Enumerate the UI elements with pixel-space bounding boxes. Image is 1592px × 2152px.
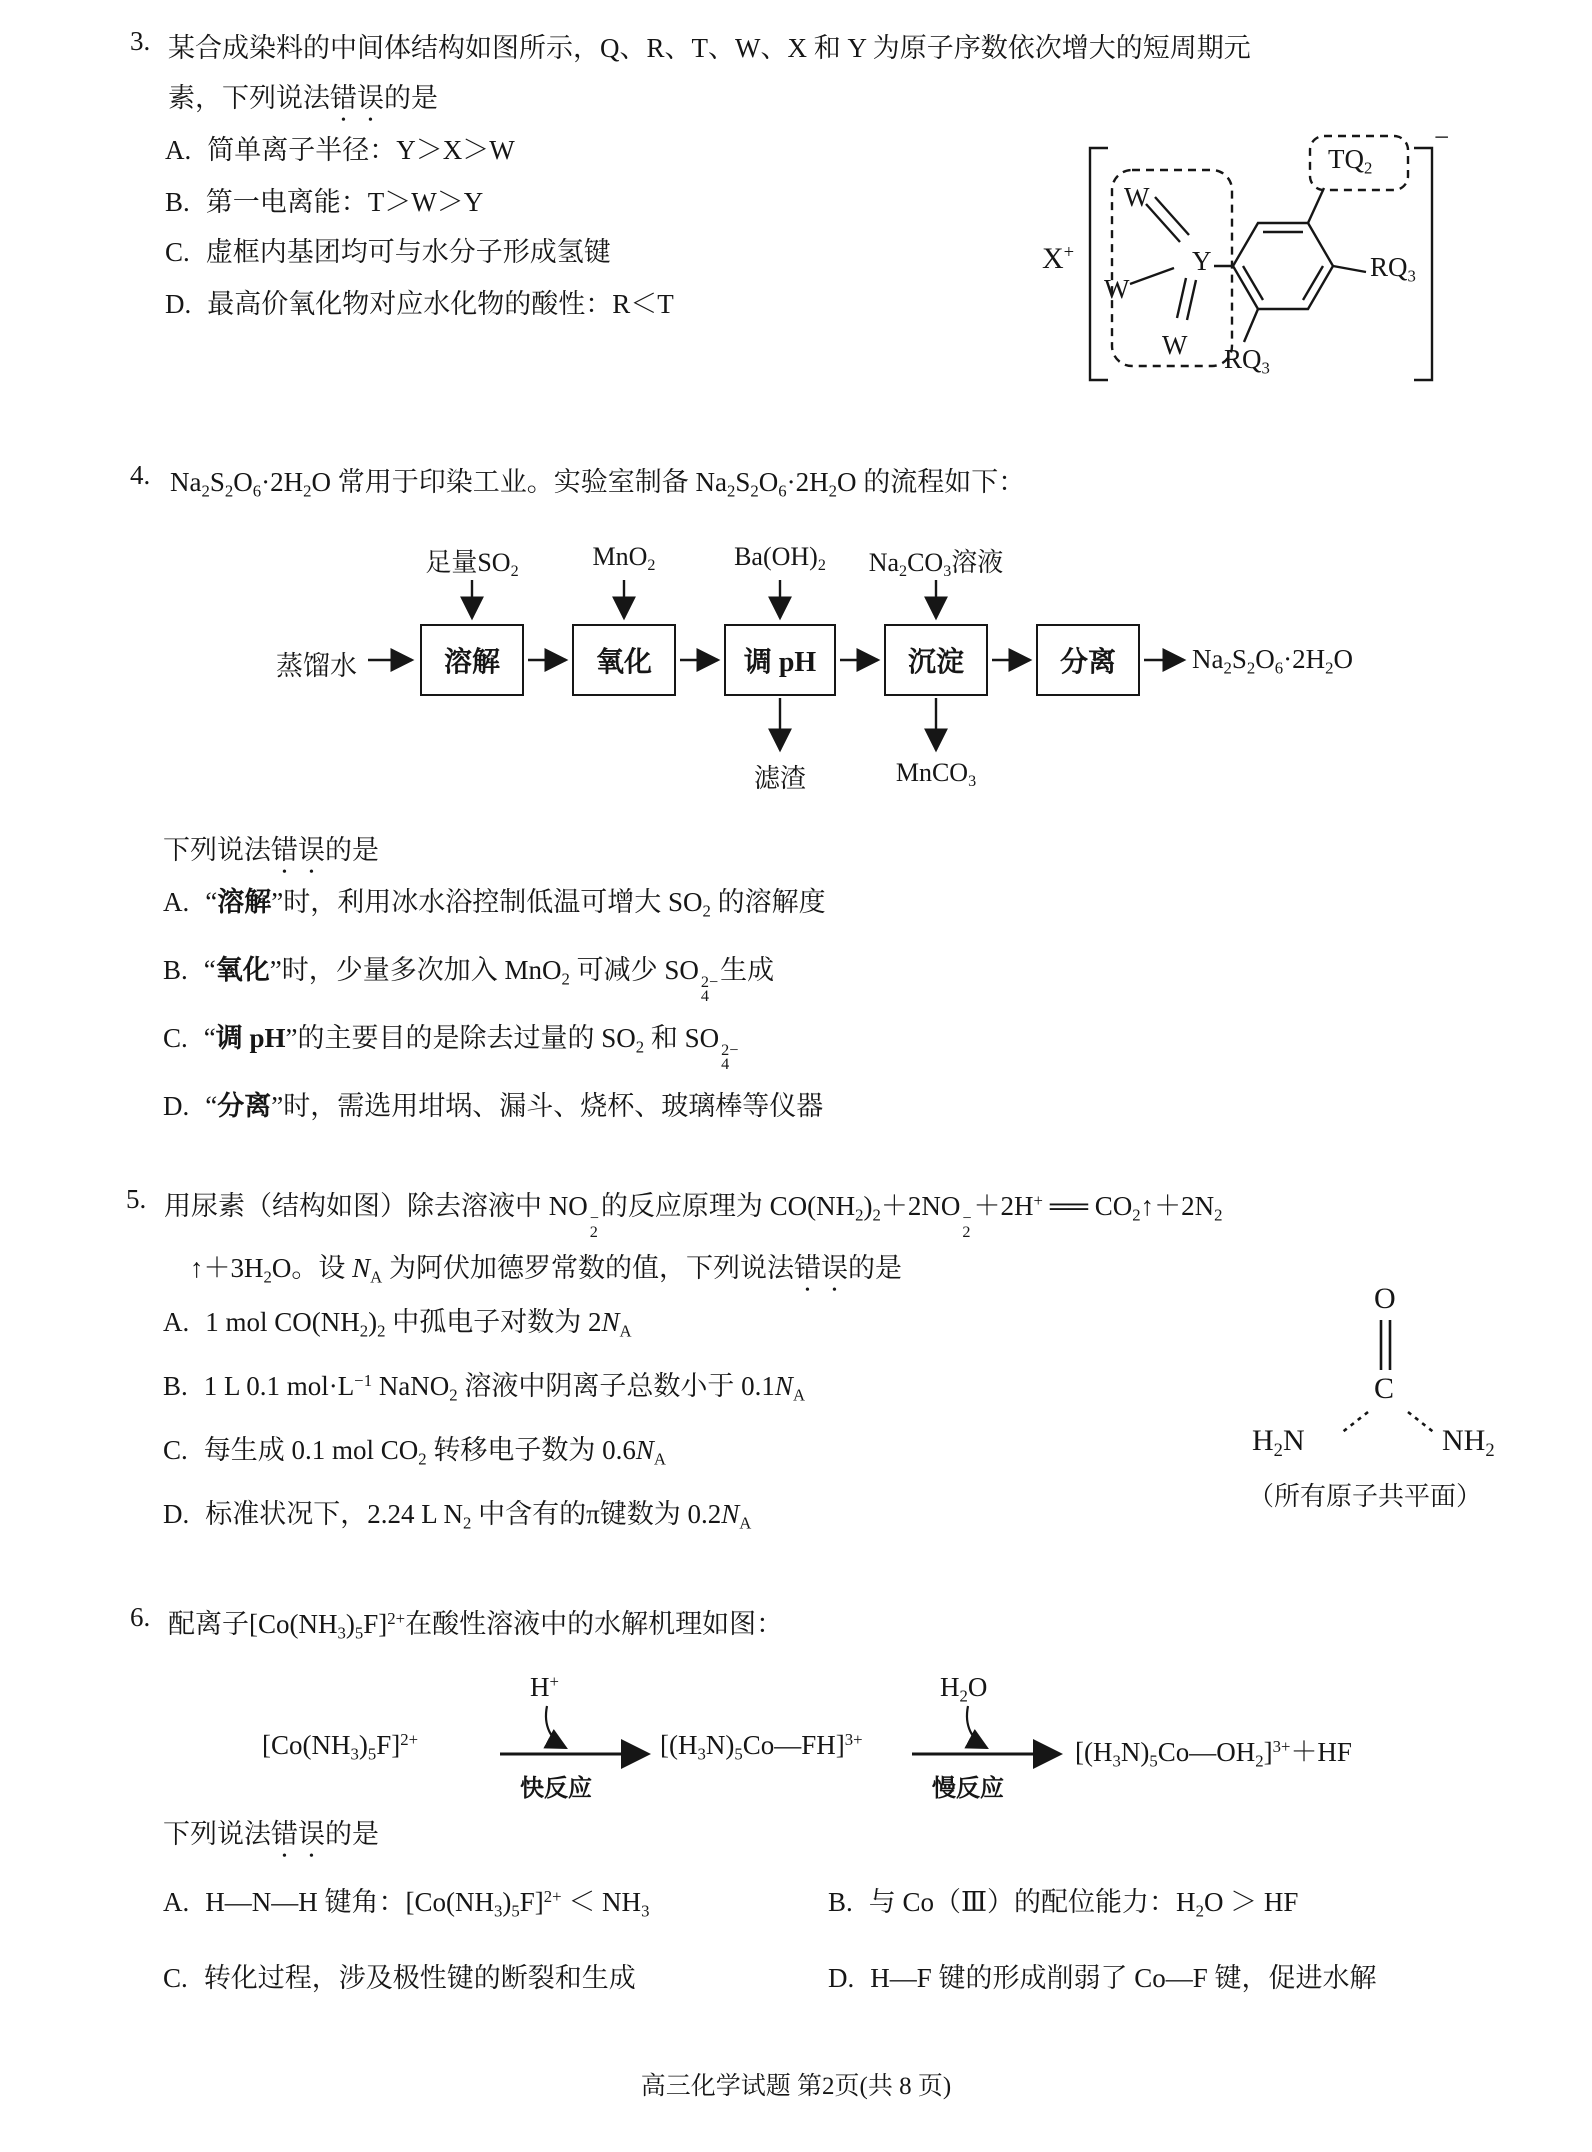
option-label: B. <box>163 955 188 985</box>
page-footer: 高三化学试题 第2页(共 8 页) <box>640 2073 952 2100</box>
q3-stem-line2: 素，下列说法错误的是 <box>168 83 438 113</box>
right-bracket <box>1414 148 1432 380</box>
mech-fast-label: 快反应 <box>520 1776 592 1802</box>
option-label: A. <box>163 1887 190 1917</box>
option-text: 转化过程，涉及极性键的断裂和生成 <box>203 1963 636 1993</box>
cation-label: X+ <box>1042 242 1075 276</box>
bond-ring-tq2 <box>1308 188 1324 223</box>
option-label: A. <box>165 135 192 165</box>
option-text: “调 pH”的主要目的是除去过量的 $SO_2$ 和 SO 2− 4 <box>203 1023 739 1073</box>
q3-structure-canvas <box>1028 96 1528 401</box>
option-text: H—N—H 键角：$[Co(NH_3)_5F]^{2+} < NH_3$ <box>205 1886 650 1921</box>
mech-species1: $[Co(NH_3)_5F]^{2+}$ <box>262 1730 419 1764</box>
q4-option-c <box>163 1016 740 1072</box>
q5-option-d <box>163 1492 751 1533</box>
flow-output-mnco3: MnCO$_3$ <box>895 758 977 791</box>
q4-stem: $Na_2S_2O_6\cdot 2H_2O$ 常用于印染工业。实验室制备 $Na_2S_2O_6\cdot 2H_2O$ 的流程如下： <box>170 467 1026 501</box>
option-text: “分离”时，需选用坩埚、漏斗、烧杯、玻璃棒等仪器 <box>205 1091 824 1121</box>
q3-number: 3. <box>130 26 151 56</box>
option-label: B. <box>828 1887 853 1917</box>
option-text: 每生成 0.1 mol $CO_2$ 转移电子数为 $0.6N_A$ <box>203 1435 667 1469</box>
q4-flowchart <box>0 528 1592 828</box>
bond-w2-y <box>1130 268 1174 284</box>
q6-mechanism <box>0 1668 1592 1828</box>
bond-w3-y <box>1187 280 1196 320</box>
q3-structure-diagram <box>1028 96 1528 401</box>
flow-input-na2co3: $Na_2CO_3$溶液 <box>868 548 1004 581</box>
urea-c: C <box>1374 1372 1395 1405</box>
option-label: A. <box>163 887 190 917</box>
q6-stem: 配离子$[Co(NH_3)_5F]^{2+}$在酸性溶液中的水解机理如图： <box>168 1608 784 1643</box>
mech-slow-label: 慢反应 <box>932 1776 1004 1802</box>
group-rq3-bottom: $RQ_3$ <box>1224 344 1270 378</box>
atom-w3: W <box>1162 330 1188 360</box>
atom-w1: W <box>1124 182 1150 212</box>
left-bracket <box>1090 148 1108 380</box>
cn-bond-right <box>1408 1412 1436 1434</box>
q4-option-a <box>163 880 826 921</box>
q5-number: 5. <box>126 1184 147 1214</box>
q5-option-a <box>163 1300 632 1341</box>
q3-option-c <box>165 230 611 269</box>
q5-stem-line1: 用尿素（结构如图）除去溶液中 NO − 2 的反应原理为 $CO(NH_2)_2+2NO$ − 2 ＋2H+ ══ $CO_2↑+2N_2$ <box>164 1190 1223 1241</box>
q6-number: 6. <box>130 1602 151 1632</box>
option-text: 最高价氧化物对应水化物的酸性：R＜T <box>207 289 674 319</box>
q6-option-b <box>828 1880 1298 1921</box>
flow-output-residue: 滤渣 <box>753 764 807 793</box>
option-text: 第一电离能：T＞W＞Y <box>205 187 484 217</box>
atom-w2: W <box>1104 274 1130 304</box>
q5-option-b <box>163 1364 805 1405</box>
flow-box-label: 氧化 <box>595 647 652 678</box>
option-label: C. <box>163 1023 188 1053</box>
bond-w1-y <box>1155 197 1189 235</box>
bond-ring-rq3 <box>1333 266 1366 272</box>
q6-option-c <box>163 1956 636 1995</box>
flow-box-separate <box>1036 624 1140 696</box>
option-label: C. <box>163 1435 188 1465</box>
urea-o: O <box>1374 1282 1396 1315</box>
option-label: A. <box>163 1307 190 1337</box>
q5-urea-diagram <box>1248 1280 1592 1515</box>
option-text: “溶解”时，利用冰水浴控制低温可增大 $SO_2$ 的溶解度 <box>205 887 826 921</box>
q6-prompt: 下列说法错误的是 <box>163 1819 379 1849</box>
atom-y: Y <box>1192 246 1212 276</box>
flow-source: 蒸馏水 <box>276 651 357 681</box>
cn-bond-left <box>1340 1412 1368 1434</box>
option-label: D. <box>163 1499 190 1529</box>
flow-box-oxidize <box>572 624 676 696</box>
urea-caption: （所有原子共平面） <box>1248 1482 1483 1511</box>
group-rq3-right: $RQ_3$ <box>1370 252 1416 286</box>
q4-option-d <box>163 1084 823 1123</box>
q5-stem-line2: $↑+3H_2O$。设 $N_A$ 为阿伏加德罗常数的值，下列说法错误的是 <box>190 1253 902 1287</box>
feed-arrow-h2o <box>967 1706 987 1748</box>
option-text: “氧化”时，少量多次加入 MnO$_2$ 可减少 SO 2− 4 生成 <box>203 955 775 1005</box>
option-text: H—F 键的形成削弱了 Co—F 键，促进水解 <box>870 1963 1377 1993</box>
option-label: C. <box>163 1963 188 1993</box>
flow-input-mno2: MnO$_2$ <box>592 542 656 575</box>
option-label: D. <box>163 1091 190 1121</box>
flow-box-label: 分离 <box>1059 647 1116 678</box>
anion-charge: − <box>1434 122 1450 152</box>
option-label: D. <box>828 1963 855 1993</box>
option-text: 标准状况下，2.24 L $N_2$ 中含有的π键数为 $0.2N_A$ <box>205 1499 752 1533</box>
option-text: 1 mol $CO(NH_2)_2$ 中孤电子对数为 $2N_A$ <box>205 1307 632 1341</box>
feed-arrow-hplus <box>546 1706 566 1748</box>
option-label: D. <box>165 289 192 319</box>
option-text: 虚框内基团均可与水分子形成氢键 <box>205 237 611 267</box>
option-text: 与 Co（Ⅲ）的配位能力：$H_2O$ ＞ HF <box>868 1887 1299 1921</box>
q5-option-c <box>163 1428 666 1469</box>
flow-box-label: 沉淀 <box>907 647 964 678</box>
group-tq2: $TQ_2$ <box>1328 144 1373 178</box>
flow-input-so2: 足量$SO_2$ <box>425 548 519 581</box>
q6-option-a <box>163 1880 649 1921</box>
q3-option-b <box>165 180 483 219</box>
mech-h2o: $H_2O$ <box>940 1672 988 1706</box>
bond-ring-rq3b <box>1244 309 1258 342</box>
flow-box-precipitate <box>884 624 988 696</box>
urea-nh2: $NH_2$ <box>1442 1424 1495 1461</box>
flow-box-label: 溶解 <box>443 647 500 678</box>
flow-input-baoh2: $Ba(OH)_2$ <box>734 542 826 575</box>
q4-prompt: 下列说法错误的是 <box>163 835 379 865</box>
bond-w3-y <box>1177 278 1186 318</box>
q4-option-b <box>163 948 774 1004</box>
option-text: 简单离子半径：Y＞X＞W <box>207 135 515 165</box>
q3-option-d <box>165 282 674 321</box>
urea-h2n: $H_2N$ <box>1252 1424 1305 1461</box>
ring-double-bond <box>1303 266 1323 300</box>
option-label: C. <box>165 237 190 267</box>
flow-box-adjust-ph <box>724 624 836 696</box>
q3-option-a <box>165 128 515 167</box>
flow-box-dissolve <box>420 624 524 696</box>
flow-box-label: 调 pH <box>743 647 817 678</box>
option-text: 1 L 0.1 $mol\cdot L^{-1}$ NaNO$_2$ 溶液中阴离子总数小于 $0.1N_A$ <box>203 1370 806 1405</box>
mech-hplus: H+ <box>530 1672 559 1703</box>
benzene-ring <box>1233 223 1333 309</box>
mech-species3: $[(H_3N)_5Co—OH_2]^{3+}+HF$ <box>1075 1736 1352 1771</box>
mech-species2: $[(H_3N)_5Co—FH]^{3+}$ <box>660 1730 863 1764</box>
ring-double-bond <box>1243 266 1263 300</box>
q4-number: 4. <box>130 460 151 490</box>
option-label: B. <box>165 187 190 217</box>
bond-w1-y <box>1146 204 1180 242</box>
flow-product: $Na_2S_2O_6\cdot 2H_2O$ <box>1192 644 1354 678</box>
q3-stem-line1: 某合成染料的中间体结构如图所示，Q、R、T、W、X 和 Y 为原子序数依次增大的短周期元 <box>168 33 1251 63</box>
q6-option-d <box>828 1956 1377 1995</box>
option-label: B. <box>163 1371 188 1401</box>
